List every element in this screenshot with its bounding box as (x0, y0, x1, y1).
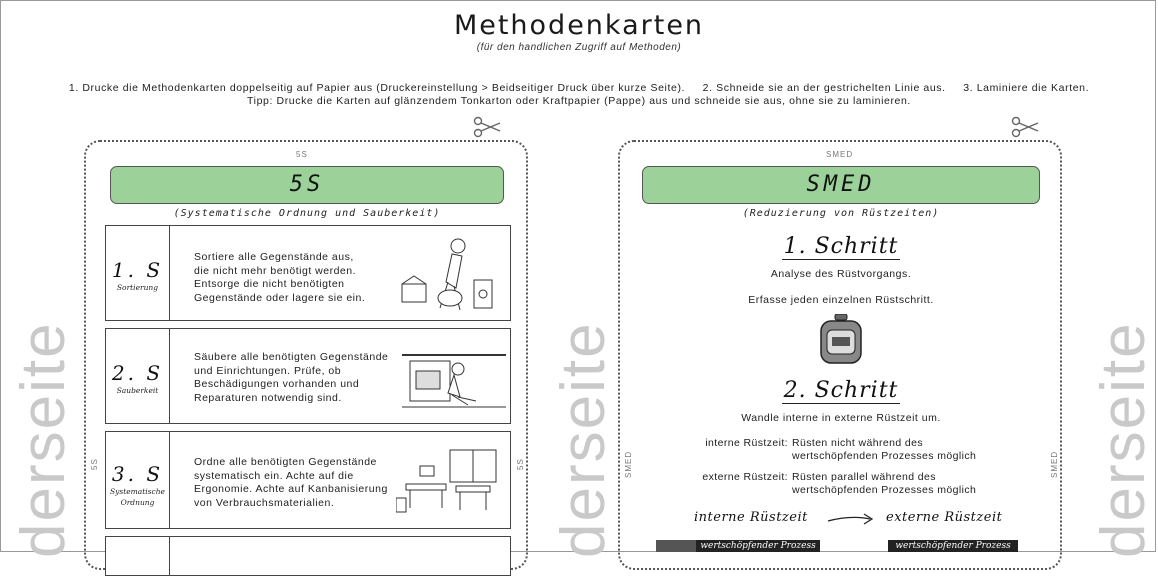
external-text-1: Rüsten parallel während des (792, 471, 936, 483)
external-label: externe Rüstzeit: (702, 471, 788, 483)
step-row-3 (105, 431, 511, 529)
page-title: Methodenkarten (453, 10, 705, 41)
step2-title: 2. Schritt (783, 378, 899, 403)
step-number: 2. S (111, 361, 164, 385)
ghost-text-left: derseite (9, 321, 78, 558)
step-name: Sortierung (116, 283, 159, 292)
card-5s-side-label-left: 5S (90, 458, 99, 470)
card-smed-subtitle: (Reduzierung von Rüstzeiten) (742, 208, 940, 219)
step-text-line: und Einrichtungen. Prüfe, ob (194, 364, 342, 377)
scissors-icon (472, 116, 502, 138)
step-row-4 (105, 536, 511, 576)
step-name: Systematische Ordnung (110, 487, 165, 507)
arrow-right-icon (826, 512, 876, 526)
value-process-bar-parallel: wertschöpfender Prozess (888, 540, 1018, 552)
step-text-line: Reparaturen notwendig sind. (194, 391, 342, 404)
step-row-1 (105, 225, 511, 321)
internal-setup-bar (656, 540, 696, 552)
card-smed-top-label: SMED (826, 150, 854, 159)
cleaning-person-illustration (402, 347, 506, 413)
card-smed-title-banner: SMED (642, 166, 1040, 204)
stopwatch-icon (818, 314, 864, 364)
card-smed-side-label-right: SMED (1050, 450, 1059, 478)
step1-line2: Erfasse jeden einzelnen Rüstschritt. (748, 294, 934, 306)
card-smed-side-label-left: SMED (624, 450, 633, 478)
card-5s-side-label-right: 5S (516, 458, 525, 470)
internal-text-2: wertschöpfenden Prozesses möglich (792, 450, 977, 462)
value-process-bar: wertschöpfender Prozess (696, 540, 820, 552)
diagram-external-label: externe Rüstzeit (886, 510, 1003, 525)
scissors-icon (1010, 116, 1040, 138)
step-number: 3. S (111, 462, 164, 486)
step-text-line: Entsorge die nicht benötigten (194, 278, 345, 290)
step-text-line: von Verbrauchsmaterialien. (194, 496, 335, 509)
step-text-line: Beschädigungen vorhanden und (194, 378, 360, 390)
step-row-2 (105, 328, 511, 424)
internal-text-1: Rüsten nicht während des (792, 437, 924, 449)
diagram-internal-label: interne Rüstzeit (694, 510, 808, 525)
step-name: Sauberkeit (116, 386, 159, 395)
step-text-line: systematisch ein. Achte auf die (194, 469, 354, 482)
external-text-2: wertschöpfenden Prozesses möglich (792, 484, 977, 496)
ghost-text-middle: derseite (549, 321, 618, 558)
card-5s-subtitle: (Systematische Ordnung und Sauberkeit) (173, 208, 441, 219)
instructions: 1. Drucke die Methodenkarten doppelseitig auf Papier aus (Druckereinstellung > Beidseitiger Druck über kurze Seite). 2. Schneide sie an der gestrichelten Linie aus. 3. Laminiere die Karten. (68, 82, 1090, 94)
step-text-line: Ergonomie. Achte auf Kanbanisierung (194, 483, 388, 495)
step-text-line: Säubere alle benötigten Gegenstände (194, 351, 389, 363)
sorting-person-illustration (396, 232, 502, 316)
step1-title: 1. Schritt (783, 234, 899, 259)
card-5s-title-banner: 5S (110, 166, 504, 204)
step-text-line: die nicht mehr benötigt werden. (194, 264, 357, 277)
page-subtitle: (für den handlichen Zugriff auf Methoden) (476, 42, 682, 53)
step-text-line: Ordne alle benötigten Gegenstände (194, 456, 377, 468)
step-text-line: Gegenstände oder lagere sie ein. (194, 291, 366, 304)
step-text-line: Sortiere alle Gegenstände aus, (194, 251, 354, 263)
step-number: 1. S (111, 258, 164, 282)
ghost-text-right: derseite (1089, 321, 1158, 558)
internal-label: interne Rüstzeit: (705, 437, 788, 449)
step2-intro: Wandle interne in externe Rüstzeit um. (741, 412, 941, 424)
step1-line1: Analyse des Rüstvorgangs. (770, 268, 912, 280)
card-5s-top-label: 5S (296, 150, 308, 159)
tip: Tipp: Drucke die Karten auf glänzendem Tonkarton oder Kraftpapier (Pappe) aus und schneide sie aus, ohne sie zu laminieren. (247, 95, 911, 107)
office-order-illustration (396, 444, 504, 524)
